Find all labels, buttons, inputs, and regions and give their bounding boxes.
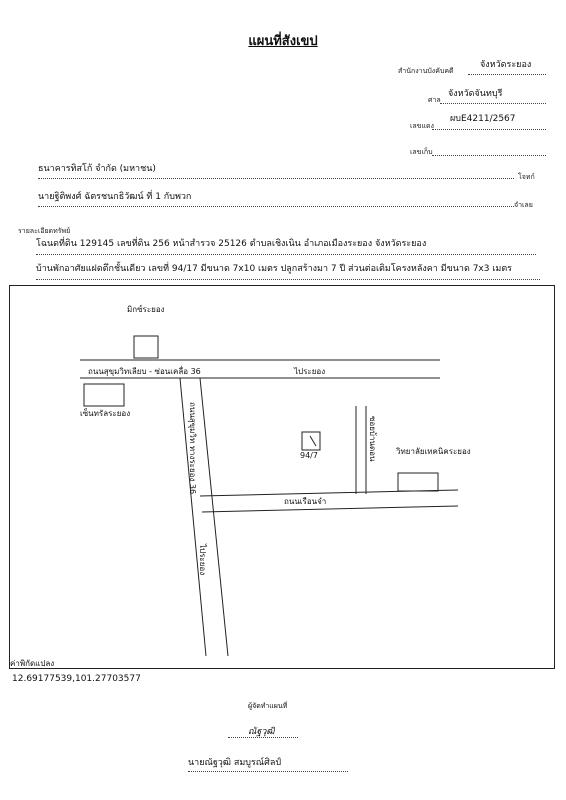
map-label-soi: ซอยบ้านดอน [368, 416, 377, 462]
map-label-top-road: ถนนสุขุมวิทเลียบ - ซ่อนเคลื่อ 36 [88, 367, 201, 376]
plaintiff-label: โจทก์ [518, 173, 535, 181]
plaintiff-name: ธนาคารทิสโก้ จำกัด (มหาชน) [38, 164, 156, 174]
property-underline-2 [36, 269, 540, 280]
mixt-building [134, 336, 158, 358]
map-label-bottom-road: ถนนเรือนจำ [284, 497, 327, 506]
house-94-7 [302, 432, 320, 450]
case-number: ผบE4211/2567 [450, 114, 516, 124]
court-label: ศาล [428, 96, 441, 104]
name-underline [188, 761, 348, 772]
coordinates-value: 12.69177539,101.27703577 [12, 674, 141, 684]
document-title: แผนที่สังเขป [248, 34, 318, 49]
office-label: สำนักงานบังคับคดี [398, 67, 454, 75]
property-section-label: รายละเอียดทรัพย์ [18, 227, 71, 235]
defendant-name: นายฐิติพงศ์ ฉัตรชนกธิวัฒน์ ที่ 1 กับพวก [38, 192, 192, 202]
storage-label: เลขเก็บ [410, 148, 433, 156]
map-label-college: วิทยาลัยเทคนิคระยอง [396, 447, 471, 456]
central-building [84, 384, 124, 406]
map-drawing [10, 286, 554, 668]
map-label-house-number: 94/7 [300, 451, 318, 460]
property-underline-1 [36, 244, 536, 255]
preparer-label: ผู้จัดทำแผนที่ [248, 702, 288, 710]
court-value: จังหวัดจันทบุรี [448, 89, 503, 99]
signature-underline [228, 727, 298, 738]
defendant-label: จำเลย [514, 201, 533, 209]
bottom-road-edge-lower [202, 506, 458, 512]
preparer-name: นายณัฐวุฒิ สมบูรณ์ศิลป์ [188, 758, 282, 768]
case-label: เลขแดง [410, 122, 434, 130]
property-line-1: โฉนดที่ดิน 129145 เลขที่ดิน 256 หน้าสำรวจ 25126 ตำบลเชิงเนิน อำเภอเมืองระยอง จังหวัดระยอง [36, 239, 427, 249]
preparer-signature: ณัฐวุฒิ [248, 727, 275, 737]
vertical-road-edge-right [200, 378, 228, 656]
coordinates-label: ค่าพิกัดแปลง [10, 659, 55, 668]
property-line-2: บ้านพักอาศัยแฝดตึกชั้นเดียว เลขที่ 94/17 มีขนาด 7x10 เมตร ปลูกสร้างมา 7 ปี ส่วนต่อเติมโครงหลังคา มีขนาด 7x3 เมตร [36, 264, 513, 274]
office-value: จังหวัดระยอง [480, 60, 532, 70]
map-label-vertical-road: ถนนสุขุมวิท ทางระยอง 36 [188, 402, 197, 495]
map-label-mixt: มิกซ์ระยอง [127, 305, 165, 314]
storage-underline [432, 145, 546, 156]
map-label-top-road-right: ไประยอง [294, 367, 326, 376]
house-mark [310, 436, 316, 446]
map-label-central: เซ็นทรัลระยอง [80, 409, 131, 418]
college-building [398, 473, 438, 491]
map-label-to-rayong: ไประยอง [198, 544, 207, 576]
plaintiff-underline [38, 168, 514, 179]
defendant-underline [38, 196, 514, 207]
sketch-map [9, 285, 555, 669]
